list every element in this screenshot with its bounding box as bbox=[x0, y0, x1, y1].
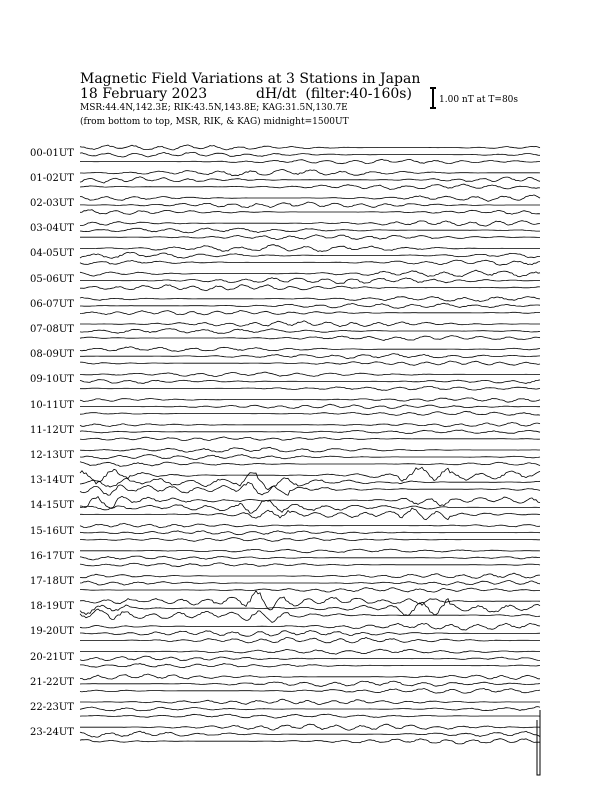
trace-kag-6 bbox=[80, 311, 540, 315]
trace-kag-8 bbox=[80, 361, 540, 365]
trace-rik-6 bbox=[80, 303, 540, 308]
hour-label: 06-07UT bbox=[30, 298, 74, 310]
trace-kag-13 bbox=[80, 482, 540, 495]
trace-kag-0 bbox=[80, 159, 540, 163]
hour-label: 03-04UT bbox=[30, 223, 74, 235]
trace-msr-12 bbox=[80, 447, 540, 452]
hour-label: 14-15UT bbox=[30, 500, 74, 512]
trace-kag-17 bbox=[80, 588, 540, 592]
trace-msr-17 bbox=[80, 573, 540, 578]
trace-rik-11 bbox=[80, 430, 540, 434]
trace-msr-2 bbox=[80, 195, 540, 201]
trace-rik-8 bbox=[80, 354, 540, 359]
trace-msr-14 bbox=[80, 496, 540, 508]
hour-label: 18-19UT bbox=[30, 601, 74, 613]
trace-kag-11 bbox=[80, 437, 540, 441]
hour-label: 08-09UT bbox=[30, 349, 74, 361]
hour-label: 07-08UT bbox=[30, 324, 74, 335]
hour-label: 12-13UT bbox=[30, 450, 74, 461]
station-order-note: (from bottom to top, MSR, RIK, & KAG) midnight=1500UT bbox=[80, 117, 349, 127]
trace-kag-5 bbox=[80, 285, 540, 291]
hour-label: 23-24UT bbox=[30, 727, 74, 739]
hour-label: 02-03UT bbox=[30, 198, 74, 209]
trace-rik-19 bbox=[80, 631, 540, 637]
trace-msr-19 bbox=[80, 623, 540, 630]
trace-kag-12 bbox=[80, 462, 540, 467]
hour-label: 16-17UT bbox=[30, 550, 74, 562]
trace-msr-8 bbox=[80, 347, 540, 352]
hour-label: 00-01UT bbox=[30, 147, 74, 159]
trace-kag-3 bbox=[80, 235, 540, 240]
hour-label: 17-18UT bbox=[30, 576, 74, 587]
trace-rik-1 bbox=[80, 177, 540, 183]
trace-kag-16 bbox=[80, 563, 540, 567]
trace-kag-20 bbox=[80, 664, 540, 668]
hour-label: 15-16UT bbox=[30, 525, 74, 537]
trace-rik-17 bbox=[80, 581, 540, 586]
hour-label: 10-11UT bbox=[30, 399, 74, 411]
trace-rik-7 bbox=[80, 329, 540, 334]
hour-label: 21-22UT bbox=[30, 676, 74, 688]
trace-msr-9 bbox=[80, 372, 540, 377]
trace-kag-4 bbox=[80, 260, 540, 265]
trace-msr-7 bbox=[80, 321, 540, 327]
trace-rik-23 bbox=[80, 731, 540, 737]
trace-msr-18 bbox=[80, 591, 540, 610]
trace-kag-1 bbox=[80, 184, 540, 189]
trace-msr-4 bbox=[80, 245, 540, 252]
trace-rik-22 bbox=[80, 707, 540, 711]
trace-rik-4 bbox=[80, 252, 540, 258]
chart-title: Magnetic Field Variations at 3 Stations in Japan bbox=[80, 71, 421, 87]
chart-date: 18 February 2023 bbox=[80, 86, 208, 102]
trace-rik-14 bbox=[80, 500, 540, 513]
trace-rik-2 bbox=[80, 202, 540, 208]
trace-msr-20 bbox=[80, 649, 540, 654]
trace-kag-2 bbox=[80, 210, 540, 215]
trace-rik-12 bbox=[80, 455, 540, 460]
trace-msr-11 bbox=[80, 422, 540, 426]
trace-msr-5 bbox=[80, 270, 540, 277]
trace-kag-9 bbox=[80, 386, 540, 390]
trace-msr-1 bbox=[80, 170, 540, 176]
hour-label: 13-14UT bbox=[30, 475, 74, 487]
trace-kag-7 bbox=[80, 336, 540, 341]
hour-label: 22-23UT bbox=[30, 702, 74, 713]
hour-label: 05-06UT bbox=[30, 273, 74, 285]
trace-msr-23 bbox=[80, 724, 540, 730]
trace-rik-5 bbox=[80, 278, 540, 284]
trace-msr-15 bbox=[80, 523, 540, 527]
hour-label: 04-05UT bbox=[30, 248, 74, 260]
trace-kag-10 bbox=[80, 411, 540, 415]
trace-msr-16 bbox=[80, 549, 540, 553]
chart-filter: (filter:40-160s) bbox=[305, 86, 412, 102]
trace-rik-16 bbox=[80, 556, 540, 560]
trace-rik-20 bbox=[80, 656, 540, 661]
trace-rik-21 bbox=[80, 681, 540, 686]
scale-label: 1.00 nT at T=80s bbox=[439, 95, 519, 105]
trace-kag-22 bbox=[80, 714, 540, 718]
trace-msr-22 bbox=[80, 699, 540, 704]
hour-label: 11-12UT bbox=[30, 424, 74, 436]
chart-quantity: dH/dt bbox=[256, 86, 297, 102]
trace-msr-3 bbox=[80, 221, 540, 226]
hour-label: 01-02UT bbox=[30, 172, 74, 184]
trace-rik-10 bbox=[80, 404, 540, 408]
hour-label: 09-10UT bbox=[30, 374, 74, 386]
station-coordinates: MSR:44.4N,142.3E; RIK:43.5N,143.8E; KAG:31.5N,130.7E bbox=[80, 103, 348, 113]
hour-label: 19-20UT bbox=[30, 626, 74, 638]
trace-rik-9 bbox=[80, 380, 540, 384]
trace-msr-21 bbox=[80, 674, 540, 680]
trace-msr-6 bbox=[80, 297, 540, 302]
trace-kag-19 bbox=[80, 638, 540, 643]
trace-msr-0 bbox=[80, 145, 540, 150]
trace-msr-10 bbox=[80, 398, 540, 402]
trace-rik-15 bbox=[80, 531, 540, 535]
trace-kag-21 bbox=[80, 689, 540, 694]
trace-kag-18 bbox=[80, 609, 540, 622]
trace-kag-15 bbox=[80, 538, 540, 542]
trace-rik-0 bbox=[80, 152, 540, 157]
trace-kag-23 bbox=[80, 739, 540, 744]
hour-label: 20-21UT bbox=[30, 651, 74, 663]
trace-rik-3 bbox=[80, 228, 540, 233]
